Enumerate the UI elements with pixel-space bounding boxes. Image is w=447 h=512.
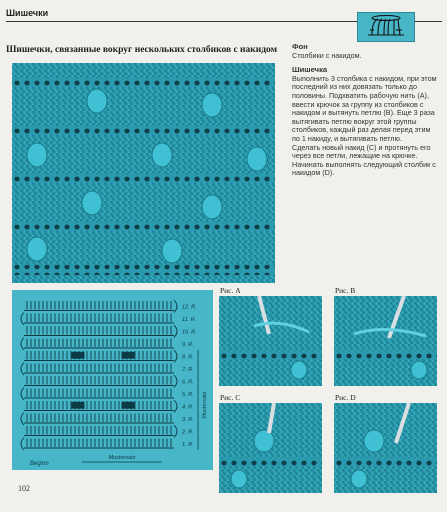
chart-row-label: 7. R. bbox=[182, 366, 194, 373]
chart-bottom-label: Mustersatz bbox=[108, 455, 136, 461]
puff-heading: Шишечка bbox=[292, 65, 328, 75]
chart-turn-arc bbox=[21, 413, 24, 426]
section-title: Шишечки bbox=[6, 8, 49, 18]
puff-text-2: ввести крючок за группу из столбиков с накидом и вытянуть петлю (B). Еще 3 раза вытягивать петлю вокруг этой группы столбиков, каждый раз делая перед этим по 1 накиду, и вытягивать петлю. bbox=[292, 99, 435, 143]
page-number: 102 bbox=[18, 484, 30, 493]
chart-vertical-label: Mustersatz bbox=[202, 391, 208, 419]
figure-c-label: Рис. C bbox=[220, 393, 241, 402]
figure-d-photo bbox=[334, 403, 437, 493]
figure-b-photo bbox=[334, 296, 437, 386]
chart-puff-stitch bbox=[122, 402, 134, 408]
chart-turn-arc bbox=[21, 338, 24, 351]
chart-turn-arc bbox=[174, 300, 177, 313]
chart-turn-arc bbox=[174, 425, 177, 438]
chart-puff-stitch bbox=[72, 402, 84, 408]
chart-turn-arc bbox=[174, 350, 177, 363]
puff-stitch-symbol-icon bbox=[357, 12, 415, 42]
puff-text-3: Сделать новый накид (C) и протянуть его через все петли, лежащие на крючке. Начинать выполнять следующий столбик с накидом (D). bbox=[292, 142, 436, 178]
figure-a-photo bbox=[219, 296, 322, 386]
chart-puff-stitch bbox=[72, 352, 84, 358]
chart-row-label: 1. R. bbox=[182, 441, 194, 448]
main-swatch-photo bbox=[12, 63, 275, 283]
chart-row-label: 10. R. bbox=[182, 329, 197, 336]
figure-b-label: Рис. B bbox=[335, 286, 356, 295]
subtitle: Шишечки, связанные вокруг нескольких столбиков с накидом bbox=[6, 45, 278, 55]
instructions-column bbox=[292, 43, 440, 184]
puff-text-1: Выполнить 3 столбика с накидом, при этом последний из них довязать только до половины. Подхватить рабочую нить (A), bbox=[292, 73, 437, 100]
chart-turn-arc bbox=[21, 363, 24, 376]
chart-row-label: 9. R. bbox=[182, 341, 194, 348]
chart-begin-label: Beginn bbox=[30, 461, 49, 467]
background-text: Столбики с накидом. bbox=[292, 50, 362, 60]
chart-turn-arc bbox=[174, 375, 177, 388]
chart-turn-arc bbox=[174, 400, 177, 413]
chart-row-label: 8. R. bbox=[182, 354, 194, 361]
chart-row-label: 11. R. bbox=[182, 316, 197, 323]
crochet-chart bbox=[12, 290, 213, 470]
chart-turn-arc bbox=[174, 325, 177, 338]
background-heading: Фон bbox=[292, 42, 308, 51]
chart-row-label: 4. R. bbox=[182, 404, 194, 411]
header bbox=[6, 8, 286, 18]
chart-row-label: 5. R. bbox=[182, 391, 194, 398]
figure-c-photo bbox=[219, 403, 322, 493]
chart-row-label: 12. R. bbox=[182, 304, 197, 311]
chart-turn-arc bbox=[21, 388, 24, 401]
chart-turn-arc bbox=[21, 313, 24, 326]
chart-puff-stitch bbox=[122, 352, 134, 358]
chart-row-label: 2. R. bbox=[182, 429, 194, 436]
chart-turn-arc bbox=[21, 438, 24, 451]
figure-d-label: Рис. D bbox=[335, 393, 356, 402]
chart-row-label: 6. R. bbox=[182, 379, 194, 386]
chart-row-label: 3. R. bbox=[182, 416, 194, 423]
figure-a-label: Рис. A bbox=[220, 286, 241, 295]
